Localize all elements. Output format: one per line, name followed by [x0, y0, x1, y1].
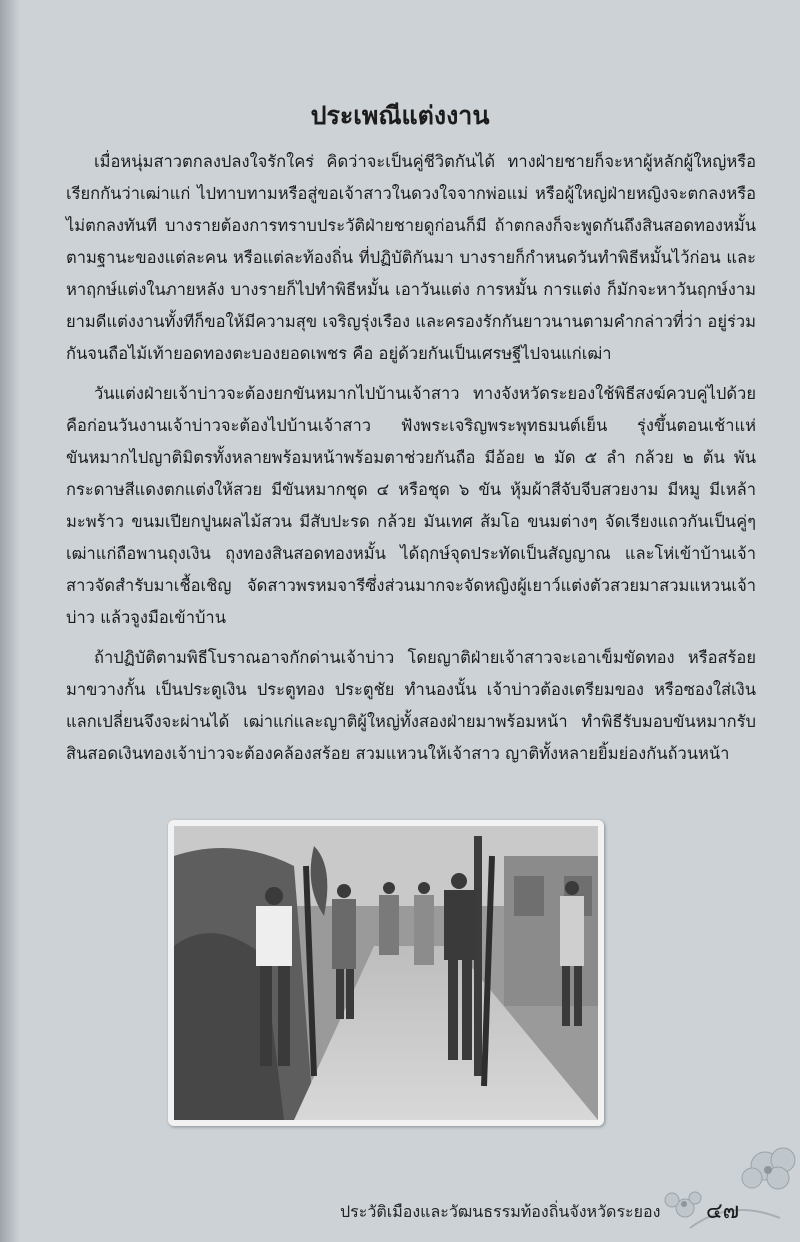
- book-title-footer: ประวัติเมืองและวัฒนธรรมท้องถิ่นจังหวัดระยอง: [340, 1202, 661, 1221]
- article-body: [66, 146, 756, 778]
- page-title: ประเพณีแต่งงาน: [310, 101, 490, 130]
- wedding-procession-photo: [174, 826, 598, 1120]
- page-edge-shadow: [0, 0, 20, 1242]
- photo-frame: [168, 820, 604, 1126]
- paragraph-1: เมื่อหนุ่มสาวตกลงปลงใจรักใคร่ คิดว่าจะเป็นคู่ชีวิตกันได้ ทางฝ่ายชายก็จะหาผู้หลักผู้ใหญ่หรือเรียกกันว่าเฒ่าแก่ ไปทาบทามหรือสู่ขอเจ้าสาวในดวงใจจากพ่อแม่ หรือผู้ใหญ่ฝ่ายหญิงจะตกลงหรือไม่ตกลงทันที บางรายต้องการทราบประวัติฝ่ายชายดูก่อนก็มี ถ้าตกลงก็จะพูดกันถึงสินสอดทองหมั้นตามฐานะของแต่ละคน หรือแต่ละท้องถิ่น ที่ปฏิบัติกันมา บางรายก็กำหนดวันทำพิธีหมั้นไว้ก่อน และหาฤกษ์แต่งในภายหลัง บางรายก็ไปทำพิธีหมั้น เอาวันแต่ง การหมั้น การแต่ง ก็มักจะหาวันฤกษ์งามยามดีแต่งงานทั้งทีก็ขอให้มีความสุข เจริญรุ่งเรือง และครองรักกันยาวนานตามคำกล่าวที่ว่า อยู่ร่วมกันจนถือไม้เท้ายอดทองตะบองยอดเพชร คือ อยู่ด้วยกันเป็นเศรษฐีไปจนแก่เฒ่า: [66, 152, 756, 363]
- page-number: ๔๗: [706, 1199, 740, 1224]
- paragraph-3: ถ้าปฏิบัติตามพิธีโบราณอาจกักด่านเจ้าบ่าว โดยญาติฝ่ายเจ้าสาวจะเอาเข็มขัดทอง หรือสร้อยมาขวางกั้น เป็นประตูเงิน ประตูทอง ประตูชัย ทำนองนั้น เจ้าบ่าวต้องเตรียมของ หรือซองใส่เงิน แลกเปลี่ยนจึงจะผ่านได้ เฒ่าแก่และญาติผู้ใหญ่ทั้งสองฝ่ายมาพร้อมหน้า ทำพิธีรับมอบขันหมากรับสินสอดเงินทองเจ้าบ่าวจะต้องคล้องสร้อย สวมแหวนให้เจ้าสาว ญาติทั้งหลายยิ้มย่องกันถ้วนหน้า: [66, 648, 756, 763]
- paragraph-2: วันแต่งฝ่ายเจ้าบ่าวจะต้องยกขันหมากไปบ้านเจ้าสาว ทางจังหวัดระยองใช้พิธีสงฆ์ควบคู่ไปด้วย คือก่อนวันงานเจ้าบ่าวจะต้องไปบ้านเจ้าสาว ฟังพระเจริญพระพุทธมนต์เย็น รุ่งขึ้นตอนเช้าแห่ขันหมากไปญาติมิตรทั้งหลายพร้อมหน้าพร้อมตาช่วยกันถือ มีอ้อย ๒ มัด ๕ ลำ กล้วย ๒ ต้น พันกระดาษสีแดงตกแต่งให้สวย มีขันหมากชุด ๔ หรือชุด ๖ ขัน หุ้มผ้าสีจับจีบสวยงาม มีหมู มีเหล้า มะพร้าว ขนมเปียกปูนผลไม้สวน มีสับปะรด กล้วย มันเทศ ส้มโอ ขนมต่างๆ จัดเรียงแถวกันเป็นคู่ๆ เฒ่าแก่ถือพานถุงเงิน ถุงทองสินสอดทองหมั้น ได้ฤกษ์จุดประทัดเป็นสัญญาณ และโห่เข้าบ้านเจ้าสาวจัดสำรับมาเชื้อเชิญ จัดสาวพรหมจารีซึ่งส่วนมากจะจัดหญิงผู้เยาว์แต่งตัวสวยมาสวมแหวนเจ้าบ่าว แล้วจูงมือเข้าบ้าน: [66, 384, 756, 627]
